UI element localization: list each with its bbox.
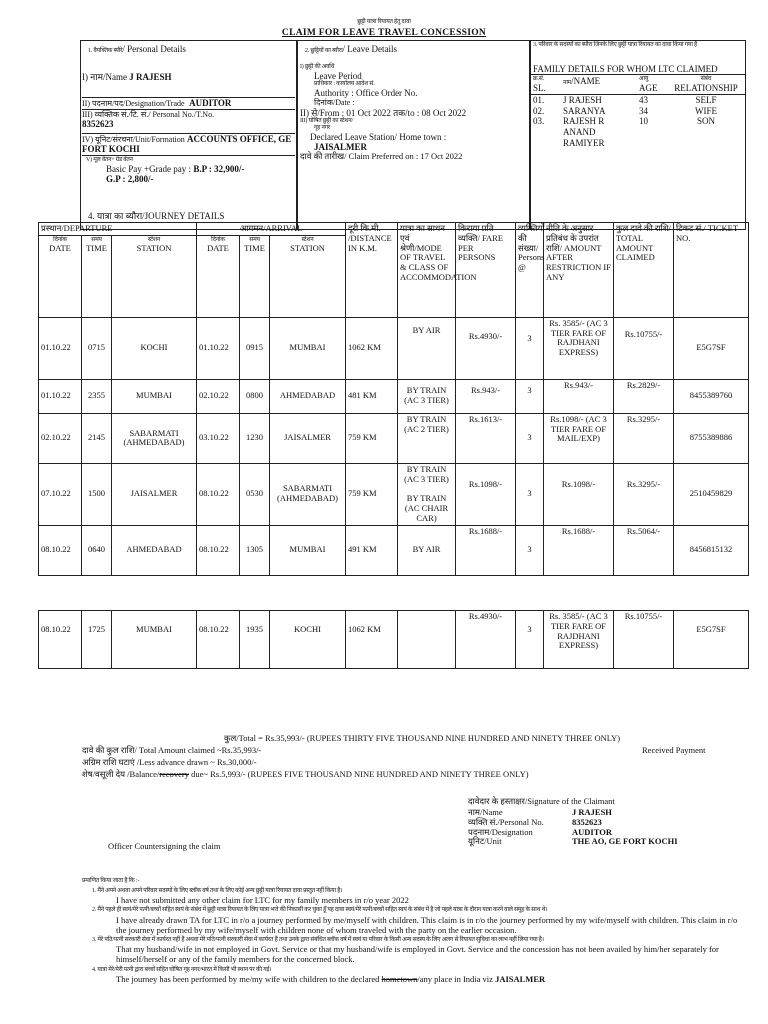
col-dep-time: TIME: [86, 242, 107, 253]
departure-header: प्रस्थान/DEPARTURE: [39, 223, 197, 236]
col-total: कुल दावे की राशि/ TOTAL AMOUNT CLAIMED: [614, 223, 674, 318]
family-header-hindi: 3. परिवार के सदस्यों का ब्यौरा जिनके लिए छुट्टी यात्रा रियायत का दावा किया गया है: [533, 42, 697, 48]
title-hindi: छुट्टी यात्रा रियायत हेतु दावा: [357, 19, 411, 25]
family-table: क्र.सं. SL. नाम/NAME आयु AGE संबंध RELATIONSHIP 01. J RAJESH 43 SELF 02. SARANYA 34 WIFE 03. RAJESH R ANAND RAMIYER 10 SON: [530, 74, 746, 148]
col-restriction: नीति के अनुसार प्रतिबंध के उपरांत राशि/ AMOUNT AFTER RESTRICTION IF ANY: [544, 223, 614, 318]
journey-row: 01.10.22 0715 KOCHI 01.10.22 0915 MUMBAI 1062 KM BY AIR Rs.4930/- 3 Rs. 3585/- (AC 3 TIER FARE OF RAJDHANI EXPRESS) Rs.10755/- E5G7SF: [39, 317, 749, 379]
name-row: I) नाम/Name J RAJESH: [82, 72, 295, 98]
total-claimed: दावे की कुल राशि/ Total Amount claimed ~Rs.35,993/-: [82, 745, 262, 755]
certify-intro: प्रमाणित किया जाता है कि :-: [82, 878, 140, 884]
col-persons: व्यक्तियों की संख्या/ Persons @: [516, 223, 544, 318]
col-dep-date: DATE: [49, 242, 71, 253]
journey-row: 01.10.22 2355 MUMBAI 02.10.22 0800 AHMEDABAD 481 KM BY TRAIN (AC 3 TIER) Rs.943/- 3 Rs.943/- Rs.2829/- 8455389760: [39, 379, 749, 413]
personal-header: 1. वैयक्तिक ब्यौरे/ Personal Details: [88, 44, 186, 54]
family-header: FAMILY DETAILS FOR WHOM LTC CLAIMED: [533, 64, 718, 74]
total-line: कुल/Total = Rs.35,993/- (RUPEES THIRTY FIVE THOUSAND NINE HUNDRED AND NINETY THREE ONLY): [224, 733, 621, 743]
leave-from-to: II) से/From : 01 Oct 2022 तक/to : 08 Oct 2022: [300, 107, 467, 118]
signature-label: दावेदार के हस्ताक्षर/Signature of the Claimant: [468, 796, 615, 806]
journey-row: 08.10.22 1725 MUMBAI 08.10.22 1935 KOCHI 1062 KM Rs.4930/- 3 Rs. 3585/- (AC 3 TIER FARE OF RAJDHANI EXPRESS) Rs.10755/- E5G7SF: [39, 611, 749, 669]
certify-list: 1. मैंने अपने अथवा अपने परिवार सदस्यों के लिए ब्लॉक वर्ष तथा के लिए कोई अन्य छुट्टी यात्रा रियायत दावा प्रस्तुत नहीं किया है। I have not submitted any other claim for LTC for my family members in r/o year 2022 2. मैंने पहले ही स्वयं/मेरे पत्नी/बच्चों सहित स्वयं के संबंध में छुट्टी यात्रा रियायत के लिए यात्रा भत्ते की निकासी कर चुका हूँ यह दावा स्वयं/मेरे पत्नी/बच्चों सहित स्वयं के संबंध में है जो पहले यात्रा के दौरान यात्रा करने वाले समूह के साथ थे। I have already drawn TA for LTC in r/o a journey performed by me/myself with children. This claim is in r/o the journey performed by my wife/myself with children. This claim in r/o the journey performed by my wife/myself with children none of whom traveled with the party on the earlier occasion. 3. मेरे पति/पत्नी सरकारी सेवा में कार्यरत नहीं हैं अथवा मेरे पति/पत्नी सरकारी सेवा में कार्यरत हैं तथा उनके द्वारा संबंधित ब्लॉक वर्ष में स्वयं या परिवार के किसी अन्य सदस्य के लिए अलग से रियायत सुविधा का लाभ नहीं लिया गया है। That my husband/wife in not employed in Govt. Service or that my husband/wife is employed in Govt. Service and the concession has not been availed by him/her separately for himself/herself or any of the family members for the concerned block. 4. यात्रा मेरे/मेरी पत्नी द्वारा बच्चों सहित घोषित गृह नगर/भारत में किसी भी स्थान पर की गई। The journey has been performed by me/my wife with children to the declared hometown/any place in India viz JAISALMER: [92, 888, 738, 984]
leave-header: 2. छुट्टियों का ब्यौरा/ Leave Details: [305, 44, 398, 54]
form-title: CLAIM FOR LEAVE TRAVEL CONCESSION: [281, 28, 487, 38]
received-payment: Received Payment: [642, 745, 706, 755]
col-arr-time: TIME: [244, 242, 265, 253]
designation-row: II) पदनाम/पद/Designation/Trade AUDITOR: [82, 98, 295, 110]
balance-due: शेष/वसूली देय /Balance/recovery due~ Rs.5,993/- (RUPEES FIVE THOUSAND NINE HUNDRED AND NINETY THREE ONLY): [82, 769, 529, 779]
journey-table-continued: [38, 610, 749, 669]
arrival-header: आगमन/ARRIVAL: [197, 223, 346, 236]
family-row: 03. RAJESH R ANAND RAMIYER 10 SON: [533, 115, 715, 148]
officer-countersign: Officer Countersigning the claim: [108, 841, 221, 851]
col-mode: यात्रा का साधन एवं श्रेणी/MODE OF TRAVEL & CLASS OF ACCOMMODATION: [398, 223, 456, 318]
pay-row: V) मूल वेतन+ ग्रेड वेतन Basic Pay +Grade pay : B.P : 32,900/- G.P : 2,800/-: [86, 157, 245, 185]
family-members: [530, 94, 746, 148]
journey-group-header: [39, 223, 749, 236]
col-ticket: टिकट सं./ TICKET NO.: [674, 223, 749, 318]
leave-content: I) छुट्टी की अवधि Leave Period प्राधिकार : कार्यालय आदेश सं. Authority : Office Order No. दिनांक/Date : II) से/From : 01 Oct 2022 तक/to : 08 Oct 2022 III) घोषित छुट्टी का स्टेशन/ गृह नगर Declared Leave Station/ Home town : JAISALMER दावे की तारीख/ Claim Preferred on : 17 Oct 2022: [300, 64, 528, 162]
journey-row: 02.10.22 2145 SABARMATI (AHMEDABAD) 03.10.22 1230 JAISALMER 759 KM BY TRAIN (AC 2 TIER) Rs.1613/- 3 Rs.1098/- (AC 3 TIER FARE OF MAIL/EXP) Rs.3295/- 8755389886: [39, 413, 749, 463]
claim-date: दावे की तारीख/ Claim Preferred on : 17 Oct 2022: [300, 151, 463, 162]
col-dep-station: STATION: [136, 242, 172, 253]
family-row: 02. SARANYA 34 WIFE: [533, 105, 717, 116]
personal-no-row: III) व्यक्तिक सं./टि. सं./ Personal No./T.No. 8352623: [82, 110, 295, 134]
family-row: 01. J RAJESH 43 SELF: [533, 95, 717, 106]
unit-row: IV) यूनिट/संरचना/Unit/Formation ACCOUNTS OFFICE, GE FORT KOCHI: [82, 134, 295, 156]
journey-row: 08.10.22 0640 AHMEDABAD 08.10.22 1305 MUMBAI 491 KM BY AIR Rs.1688/- 3 Rs.1688/- Rs.5064/- 8456815132: [39, 525, 749, 575]
signature-details: नाम/Name J RAJESH व्यक्ति सं./Personal No. 8352623 पदनाम/Designation AUDITOR यूनिट/Unit THE AO, GE FORT KOCHI: [468, 807, 678, 847]
col-fare: किराया प्रति व्यक्ति/ FARE PER PERSONS: [456, 223, 516, 318]
journey-col-header: दिनांक DATE समय TIME स्टेशन STATION दिनांक DATE समय TIME स्टेशन STATION: [39, 235, 749, 317]
claimant-name: J RAJESH: [129, 72, 172, 82]
journey-header: 4. यात्रा का ब्यौरा/JOURNEY DETAILS: [88, 211, 225, 221]
col-arr-station: STATION: [290, 242, 325, 253]
advance-drawn: अग्रिम राशि घटाएं /Less advance drawn ~ Rs.30,000/-: [82, 757, 257, 767]
col-distance: दूरी कि.मी. /DISTANCE IN K.M.: [346, 223, 398, 318]
leave-station: JAISALMER: [314, 142, 368, 153]
journey-table: [38, 222, 749, 576]
col-arr-date: DATE: [207, 242, 229, 253]
journey-row: 07.10.22 1500 JAISALMER 08.10.22 0530 SABARMATI (AHMEDABAD) 759 KM BY TRAIN (AC 3 TIER) BY TRAIN (AC CHAIR CAR) Rs.1098/- 3 Rs.1098/- Rs.3295/- 2510459829: [39, 463, 749, 525]
